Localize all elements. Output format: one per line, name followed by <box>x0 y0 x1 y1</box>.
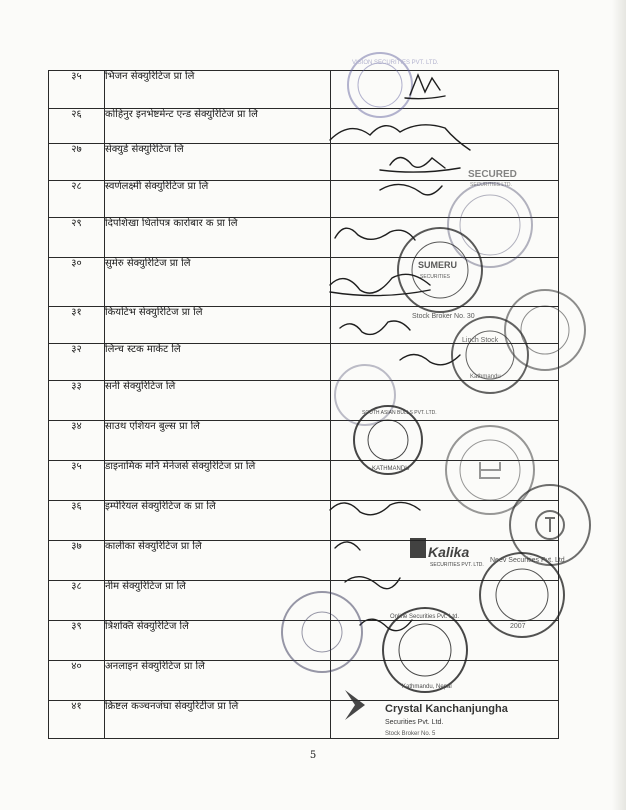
row-serial-number <box>49 218 105 258</box>
table-row <box>49 701 559 739</box>
table-row <box>49 258 559 307</box>
row-serial-number-text: ३५ <box>71 71 82 82</box>
broker-name: इम्पेरियल सेक्युरिटिज क प्रा लि <box>105 501 331 541</box>
row-serial-number <box>49 344 105 381</box>
neev-stamp-text: Neev Securities Pvt. Ltd <box>490 557 565 564</box>
row-serial-number <box>49 109 105 144</box>
broker-name: सेक्युर्ड सेक्युरिटिज लि <box>105 144 331 181</box>
linch-stamp-text: Linch Stock <box>462 337 499 344</box>
broker-name: त्रिशक्ति सेक्युरिटिज लि <box>105 621 331 661</box>
row-serial-number <box>49 258 105 307</box>
signature-cell <box>331 701 559 739</box>
broker-name: भिजन सेक्युरिटिज प्रा लि <box>105 71 331 109</box>
online-stamp-text: Online Securities Pvt. Ltd. <box>390 614 460 620</box>
signature-cell <box>331 71 559 109</box>
row-serial-number <box>49 501 105 541</box>
broker-signature-table <box>48 70 559 739</box>
row-serial-number-text: २७ <box>71 144 82 155</box>
broker-name: कियटिभ सेक्युरिटिज प्रा लि <box>105 307 331 344</box>
broker-name: लिन्च स्टक मार्केट लि <box>105 344 331 381</box>
crystal-logo-broker: Stock Broker No. 5 <box>385 731 436 737</box>
row-serial-number-text: ३१ <box>71 307 82 318</box>
page-number: 5 <box>309 750 317 761</box>
kalika-logo-name: Kalika <box>428 544 470 560</box>
row-serial-number-text: ३७ <box>71 541 82 552</box>
signature-cell <box>331 461 559 501</box>
broker-name: दिपशिखा धितोपत्र कारोबार क प्रा लि <box>105 218 331 258</box>
table-row <box>49 144 559 181</box>
row-serial-number <box>49 144 105 181</box>
row-serial-number-text: ३६ <box>71 501 82 512</box>
broker-name: अनलाइन सेक्युरिटिज प्रा लि <box>105 661 331 701</box>
row-serial-number <box>49 71 105 109</box>
row-serial-number-text: २९ <box>71 218 82 229</box>
signature-cell <box>331 541 559 581</box>
broker-name: नीम सेक्युरिटिज प्रा लि <box>105 581 331 621</box>
signature-cell <box>331 218 559 258</box>
linch-stamp-city: Kathmandu <box>470 374 501 380</box>
row-serial-number-text: ३५ <box>71 461 82 472</box>
vision-stamp-text: VISION SECURITIES PVT. LTD. <box>352 60 439 66</box>
south-asian-stamp-city: KATHMANDU <box>372 466 410 472</box>
broker-name: सुमेरु सेक्युरिटिज प्रा लि <box>105 258 331 307</box>
online-stamp-city: Kathmandu, Nepal <box>402 684 452 690</box>
table-row <box>49 109 559 144</box>
kalika-logo-sub: SECURITIES PVT. LTD. <box>430 562 484 568</box>
signature-cell <box>331 258 559 307</box>
sumeru-stamp-broker: Stock Broker No. 30 <box>412 313 475 320</box>
table-row <box>49 461 559 501</box>
row-serial-number-text: ३८ <box>71 581 82 592</box>
table-row <box>49 218 559 258</box>
page-edge-shadow <box>612 0 626 810</box>
table-row <box>49 541 559 581</box>
row-serial-number-text: ३० <box>71 258 82 269</box>
row-serial-number <box>49 461 105 501</box>
signature-cell <box>331 421 559 461</box>
broker-name: साउथ एशियन बुल्स प्रा लि <box>105 421 331 461</box>
broker-name: क्रिष्टल कञ्चनजंघा सेक्युरिटीज प्रा लि <box>105 701 331 739</box>
signature-cell <box>331 501 559 541</box>
table-row <box>49 181 559 218</box>
broker-name: स्वर्णलक्ष्मी सेक्युरिटिज प्रा लि <box>105 181 331 218</box>
row-serial-number-text: ४१ <box>71 701 82 712</box>
signature-cell <box>331 621 559 661</box>
row-serial-number <box>49 307 105 344</box>
broker-name: डाइनामिक मनि मेनेजर्स सेक्युरिटिज प्रा लि <box>105 461 331 501</box>
signature-cell <box>331 581 559 621</box>
signature-cell <box>331 307 559 344</box>
signature-cell <box>331 181 559 218</box>
table-row <box>49 661 559 701</box>
broker-name: कोहिनुर इनभेष्टमेन्ट एन्ड सेक्युरिटिज प्रा लि <box>105 109 331 144</box>
table-row <box>49 501 559 541</box>
south-asian-stamp-text: SOUTH ASIAN BULLS PVT. LTD. <box>362 410 437 416</box>
secured-stamp-name: SECURED <box>468 169 517 180</box>
row-serial-number <box>49 661 105 701</box>
crystal-logo-sub: Securities Pvt. Ltd. <box>385 719 444 726</box>
sumeru-stamp-name: SUMERU <box>418 260 458 270</box>
row-serial-number <box>49 621 105 661</box>
row-serial-number-text: ३४ <box>71 421 82 432</box>
row-serial-number-text: २६ <box>71 109 82 120</box>
signature-cell <box>331 661 559 701</box>
row-serial-number <box>49 381 105 421</box>
signature-cell <box>331 344 559 381</box>
row-serial-number <box>49 541 105 581</box>
broker-name: कालीका सेक्युरिटिज प्रा लि <box>105 541 331 581</box>
signature-cell <box>331 109 559 144</box>
crystal-logo-name: Crystal Kanchanjungha <box>385 703 508 715</box>
table-row <box>49 421 559 461</box>
table-row <box>49 71 559 109</box>
row-serial-number-text: ४० <box>71 661 82 672</box>
table-row <box>49 581 559 621</box>
broker-name: सनी सेक्युरिटिज लि <box>105 381 331 421</box>
table-row <box>49 307 559 344</box>
table-row <box>49 621 559 661</box>
row-serial-number <box>49 701 105 739</box>
neev-stamp-year: 2007 <box>510 623 526 630</box>
signature-cell <box>331 144 559 181</box>
row-serial-number-text: ३२ <box>71 344 82 355</box>
row-serial-number-text: ३९ <box>71 621 82 632</box>
sumeru-stamp-sub: SECURITIES <box>420 274 451 280</box>
row-serial-number <box>49 181 105 218</box>
row-serial-number-text: ३३ <box>71 381 82 392</box>
row-serial-number-text: २८ <box>71 181 82 192</box>
secured-stamp-sub: SECURITIES LTD. <box>470 182 512 188</box>
row-serial-number <box>49 421 105 461</box>
row-serial-number <box>49 581 105 621</box>
table-row <box>49 381 559 421</box>
table-row <box>49 344 559 381</box>
signature-cell <box>331 381 559 421</box>
